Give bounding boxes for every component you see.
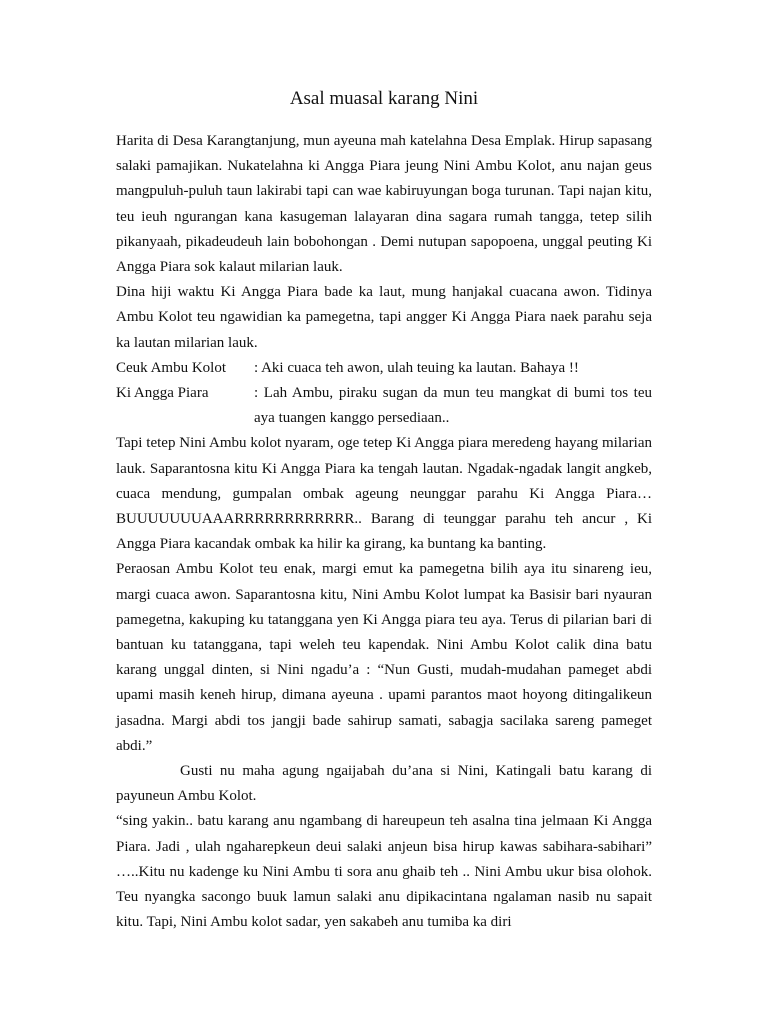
paragraph-1: Harita di Desa Karangtanjung, mun ayeuna mah katelahna Desa Emplak. Hirup sapasang salaki pamajikan. Nukatelahna ki Angga Piara jeung Nini Ambu Kolot, anu najan geus mangpuluh-puluh taun lakirabi tapi can wae kabiruyungan boga turunan. Tapi najan kitu, teu ieuh ngurangan kana kasugeman lalayaran dina sagara rumah tangga, tetep silih pikanyaah, pikadeudeuh lain bobohongan . Demi nutupan sapopoena, unggal peuting Ki Angga Piara sok kalaut milarian lauk. bbox=[116, 133, 652, 276]
paragraph-6: “sing yakin.. batu karang anu ngambang di hareupeun teh asalna tina jelmaan Ki Angga Piara. Jadi , ulah ngaharepkeun deui salaki anjeun bisa hirup kawas sabihara-sabihari” …..Kitu nu kadenge ku Nini Ambu ti sora anu ghaib teh .. Nini Ambu ukur bisa olohok. Teu nyangka sacongo buuk lamun salaki anu dipikacintana ngalaman nasib nu sapait kitu. Tapi, Nini Ambu kolot sadar, yen sakabeh anu tumiba ka diri bbox=[116, 813, 652, 931]
document-title: Asal muasal karang Nini bbox=[289, 88, 479, 109]
dialogue-speaker: Ceuk Ambu Kolot bbox=[116, 359, 227, 376]
paragraph-5: Gusti nu maha agung ngaijabah du’ana si Nini, Katingali batu karang di payuneun Ambu Kolot. bbox=[116, 763, 652, 805]
paragraph-3: Tapi tetep Nini Ambu kolot nyaram, oge tetep Ki Angga piara meredeng hayang milarian lauk. Saparantosna kitu Ki Angga Piara ka tengah lautan. Ngadak-ngadak langit angkeb, cuaca mendung, gumpalan ombak ageung neunggar parahu Ki Angga Piara… BUUUUUUUAAARRRRRRRRRRRR.. Barang di teunggar parahu teh ancur , Ki Angga Piara kacandak ombak ka hilir ka girang, ka buntang ka banting. bbox=[116, 435, 652, 553]
dialogue-line-ki-angga-piara bbox=[116, 381, 652, 431]
dialogue-line-ambu-kolot bbox=[116, 356, 652, 381]
paragraph-2: Dina hiji waktu Ki Angga Piara bade ka laut, mung hanjakal cuacana awon. Tidinya Ambu Kolot teu ngawidian ka pamegetna, tapi angger Ki Angga Piara naek parahu seja ka lautan milarian lauk. bbox=[116, 284, 652, 351]
dialogue-speaker: Ki Angga Piara bbox=[116, 385, 209, 402]
dialogue-text: : Lah Ambu, piraku sugan da mun teu mangkat di bumi tos teu aya tuangen kanggo persediaan.. bbox=[254, 385, 652, 427]
paragraph-4: Peraosan Ambu Kolot teu enak, margi emut ka pamegetna bilih aya itu sinareng ieu, margi cuaca awon. Saparantosna kitu, Nini Ambu Kolot lumpat ka Basisir bari nyauran pamegetna, kakuping ku tatanggana yen Ki Angga piara teu aya. Terus di pilarian bari di bantuan ku tatanggana, tapi weleh teu kapendak. Nini Ambu Kolot calik dina batu karang unggal dinten, si Nini ngadu’a : “Nun Gusti, mudah-mudahan pameget abdi upami masih keneh hirup, dimana ayeuna . upami parantos maot hoyong ditingalikeun jasadna. Margi abdi tos jangji bade sahirup samati, sabagja sacilaka sareng pameget abdi.” bbox=[116, 561, 652, 754]
dialogue-text: : Aki cuaca teh awon, ulah teuing ka lautan. Bahaya !! bbox=[254, 359, 579, 376]
document-body bbox=[116, 129, 652, 936]
